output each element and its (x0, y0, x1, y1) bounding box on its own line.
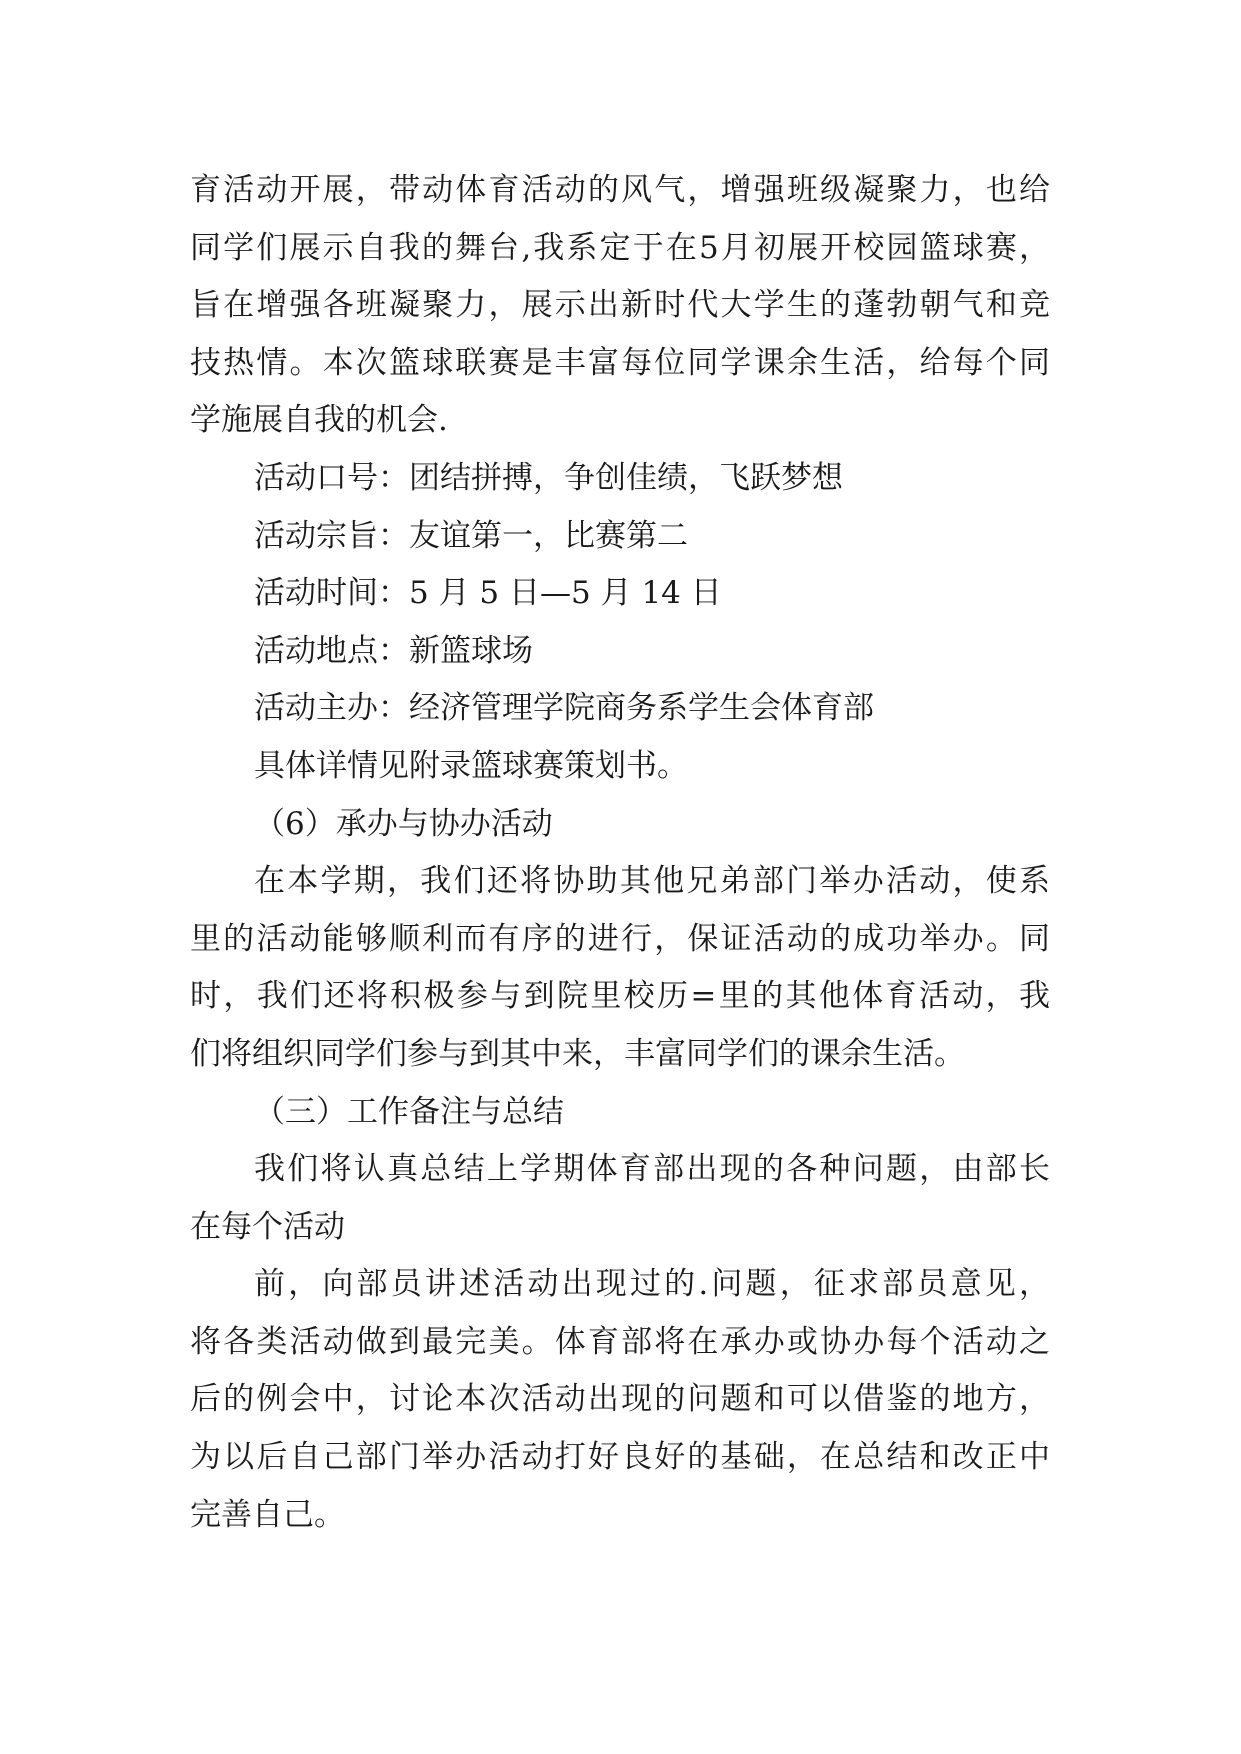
text-line: 活动口号：团结拼搏，争创佳绩，飞跃梦想 (254, 459, 843, 496)
text-line: 我们将认真总结上学期体育部出现的各种问题，由部长 (254, 1151, 1050, 1188)
document-body (190, 162, 1050, 1544)
text-line: 具体详情见附录篮球赛策划书。 (254, 747, 688, 784)
text-line: 活动时间：5 月 5 日—5 月 14 日 (254, 575, 722, 612)
text-line: 技热情。本次篮球联赛是丰富每位同学课余生活，给每个同 (190, 344, 1050, 381)
text-line: 活动地点：新篮球场 (254, 632, 533, 669)
text-line: 同学们展示自我的舞台,我系定于在5月初展开校园篮球赛， (190, 229, 1050, 266)
text-line: 前，向部员讲述活动出现过的.问题，征求部员意见， (254, 1266, 1050, 1303)
text-line: 旨在增强各班凝聚力，展示出新时代大学生的蓬勃朝气和竞 (190, 287, 1050, 324)
text-line: 完善自己。 (190, 1496, 345, 1533)
text-line: （6）承办与协办活动 (254, 805, 553, 842)
text-line: 活动宗旨：友谊第一，比赛第二 (254, 517, 688, 554)
text-line: 里的活动能够顺利而有序的进行，保证活动的成功举办。同 (190, 920, 1050, 957)
text-line: 为以后自己部门举办活动打好良好的基础，在总结和改正中 (190, 1439, 1050, 1476)
text-line: 学施展自我的机会. (190, 402, 448, 439)
text-line: 时，我们还将积极参与到院里校历=里的其他体育活动，我 (190, 978, 1050, 1015)
text-line: 后的例会中，讨论本次活动出现的问题和可以借鉴的地方， (190, 1381, 1050, 1418)
text-line: 在本学期，我们还将协助其他兄弟部门举办活动，使系 (254, 863, 1050, 900)
text-line: 活动主办：经济管理学院商务系学生会体育部 (254, 690, 874, 727)
text-line: 育活动开展，带动体育活动的风气，增强班级凝聚力，也给 (190, 172, 1050, 208)
text-line: 将各类活动做到最完美。体育部将在承办或协办每个活动之 (190, 1323, 1050, 1360)
text-line: （三）工作备注与总结 (254, 1093, 564, 1130)
text-line: 在每个活动 (190, 1208, 345, 1245)
text-line: 们将组织同学们参与到其中来，丰富同学们的课余生活。 (190, 1035, 965, 1072)
